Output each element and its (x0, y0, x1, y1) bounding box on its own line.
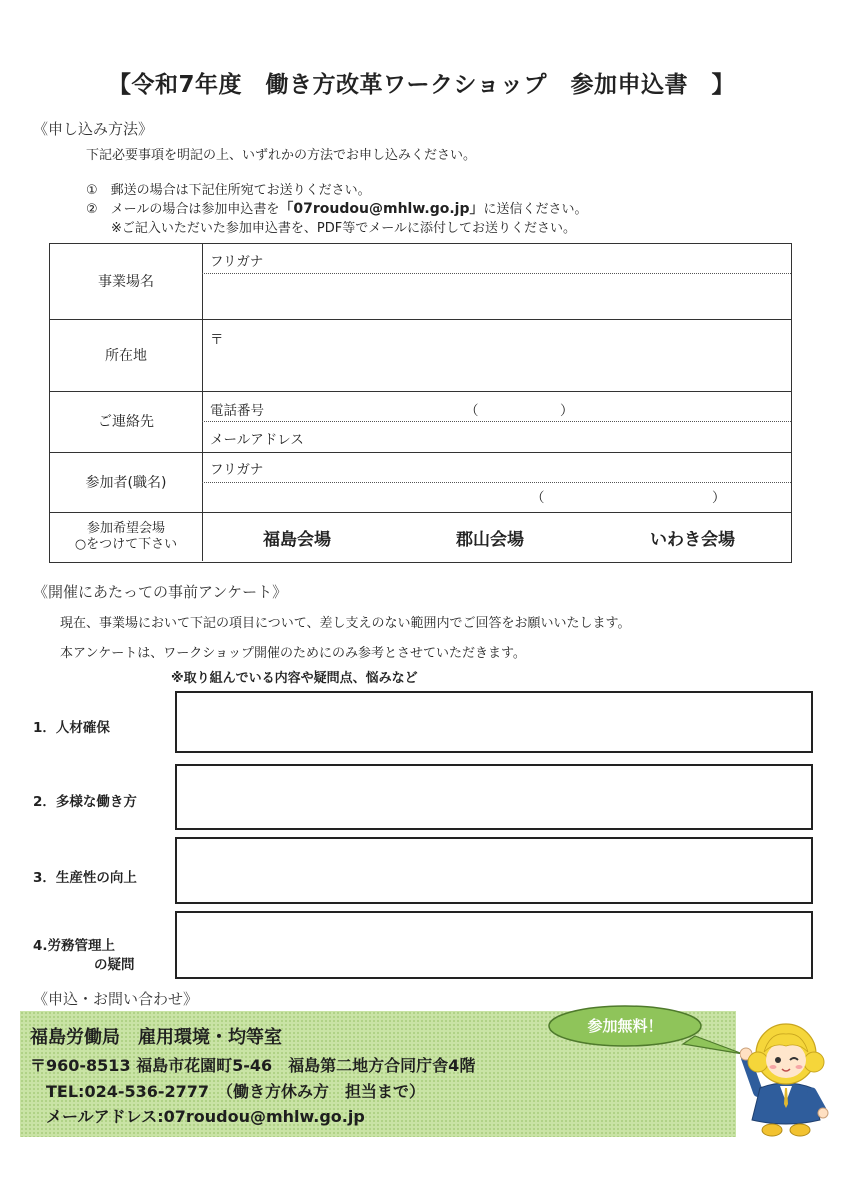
survey-answer-box-4[interactable] (175, 911, 813, 979)
divider (202, 421, 791, 422)
phone-paren-open: （ (465, 403, 479, 419)
phone-paren-close: ） (560, 403, 574, 419)
contact-email[interactable]: メールアドレス:07roudou@mhlw.go.jp (46, 1107, 365, 1126)
venue-option-koriyama[interactable]: 郡山会場 (456, 529, 524, 550)
business-furigana-label: フリガナ (210, 254, 264, 270)
apply-intro: 下記必要事項を明記の上、いずれかの方法でお申し込みください。 (86, 148, 477, 163)
apply-email-link[interactable]: 「07roudou@mhlw.go.jp」 (279, 201, 484, 217)
form-row-venue (50, 513, 791, 561)
form-row-participant (50, 453, 791, 513)
apply-method-2-prefix: ② メールの場合は参加申込書を (86, 202, 280, 217)
contact-tel: TEL:024-536-2777 （働き方休み方 担当まで） (46, 1082, 426, 1101)
survey-heading: 《開催にあたっての事前アンケート》 (33, 583, 288, 601)
apply-method-1: ① 郵送の場合は下記住所宛てお送りください。 (86, 183, 371, 198)
business-name-field[interactable] (203, 274, 791, 319)
venue-label-line-1: 参加希望会場 (86, 521, 165, 536)
business-name-label: 事業場名 (50, 244, 203, 319)
venue-option-iwaki[interactable]: いわき会場 (650, 529, 735, 550)
participant-furigana-label: フリガナ (210, 462, 264, 478)
survey-item-label-cont: の疑問 (94, 957, 135, 973)
survey-item-label: 2．多様な働き方 (33, 794, 137, 810)
survey-item-label: 4.労務管理上 (33, 938, 116, 954)
survey-item-label: 3．生産性の向上 (33, 870, 137, 886)
survey-answer-box-2[interactable] (175, 764, 813, 830)
address-field[interactable] (203, 320, 791, 391)
form-row-contact (50, 392, 791, 453)
application-form (49, 243, 792, 563)
contact-address: 〒960-8513 福島市花園町5-46 福島第二地方合同庁舎4階 (30, 1056, 476, 1075)
form-row-business (50, 244, 791, 320)
contact-label: ご連絡先 (50, 392, 203, 452)
form-row-address (50, 320, 791, 392)
survey-intro-1: 現在、事業場において下記の項目について、差し支えのない範囲内でご回答をお願いいたします。 (60, 616, 631, 631)
contact-office: 福島労働局 雇用環境・均等室 (30, 1027, 282, 1048)
title-paren-close: ） (712, 490, 726, 506)
phone-label: 電話番号 (210, 403, 264, 419)
venue-label (50, 513, 203, 561)
survey-intro-2: 本アンケートは、ワークショップ開催のためにのみ参考とさせていただきます。 (60, 646, 526, 661)
postal-mark: 〒 (210, 332, 224, 348)
survey-item-label: 1．人材確保 (33, 720, 110, 736)
participant-label: 参加者(職名) (50, 453, 203, 512)
participant-field[interactable] (203, 483, 791, 512)
venue-label-line-2: ○をつけて下さい (74, 537, 178, 552)
apply-heading: 《申し込み方法》 (33, 120, 154, 138)
survey-answer-box-3[interactable] (175, 837, 813, 904)
apply-method-2-suffix: に送信ください。 (483, 202, 588, 217)
survey-note: ※取り組んでいる内容や疑問点、悩みなど (171, 671, 418, 686)
email-field[interactable] (310, 423, 791, 452)
survey-answer-box-1[interactable] (175, 691, 813, 753)
apply-method-2 (86, 198, 588, 218)
free-badge-text: 参加無料！ (587, 1017, 663, 1035)
form-title: 【令和7年度 働き方改革ワークショップ 参加申込書 】 (107, 72, 736, 98)
title-paren-open: （ (531, 490, 545, 506)
contact-heading: 《申込・お問い合わせ》 (33, 990, 199, 1008)
email-label: メールアドレス (210, 432, 304, 448)
venue-option-fukushima[interactable]: 福島会場 (263, 529, 331, 550)
phone-field[interactable] (310, 394, 710, 418)
mascot-icon (740, 1018, 832, 1138)
apply-method-2-note: ※ご記入いただいた参加申込書を、PDF等でメールに添付してお送りください。 (111, 221, 576, 236)
address-label: 所在地 (50, 320, 203, 391)
